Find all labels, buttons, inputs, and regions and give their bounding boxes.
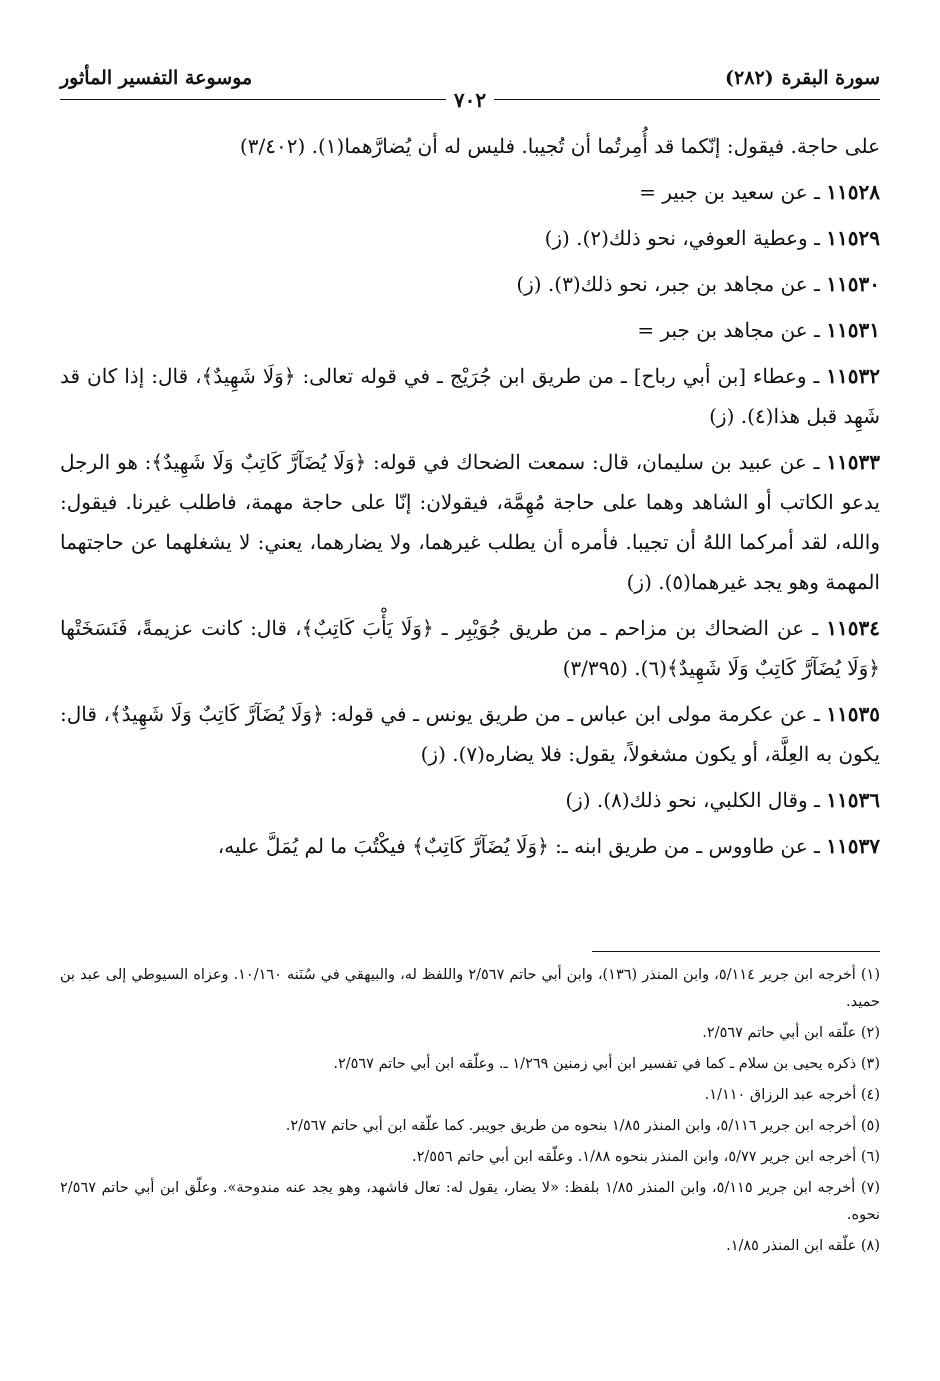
main-text <box>60 126 880 872</box>
paragraph-text: ـ عن سعيد بن جبير = <box>639 180 820 204</box>
paragraph <box>60 126 880 166</box>
hadith-number: ١١٥٢٩ <box>826 226 880 250</box>
paragraph <box>60 264 880 304</box>
paragraph-text: ـ عن عبيد بن سليمان، قال: سمعت الضحاك في قوله: ﴿وَلَا يُضَآرَّ كَاتِبٌ وَلَا شَهِيدٌ﴾: هو الرجل يدعو الكاتب أو الشاهد وهما على حاجة مُهِمَّة، فيقولان: إنّا على حاجة مهمة، فاطلب غيرنا. فيقول: والله، لقد أمركما اللهُ أن تجيبا. فأمره أن يطلب غيرهما، ولا يضارهما، يعني: لا يشغلهما عن حاجتهما المهمة وهو يجد غيرهما(٥). (ز) <box>60 450 880 594</box>
paragraph <box>60 172 880 212</box>
paragraph <box>60 442 880 602</box>
paragraph-text: ـ وعطية العوفي، نحو ذلك(٢). (ز) <box>544 226 820 250</box>
paragraph <box>60 356 880 436</box>
page-number: ٧٠٢ <box>446 88 494 112</box>
paragraph-text: على حاجة. فيقول: إنّكما قد أُمِرتُما أن تُجيبا. فليس له أن يُضارَّهما(١). (٣/٤٠٢) <box>239 134 880 158</box>
paragraph-text: ـ وقال الكلبي، نحو ذلك(٨). (ز) <box>565 788 820 812</box>
surah-name: سورة البقرة <box>781 67 880 89</box>
footnote: (٣) ذكره يحيى بن سلام ـ كما في تفسير ابن أبي زمنين ١/٢٦٩ ـ. وعلّقه ابن أبي حاتم ٢/٥٦٧. <box>333 1056 880 1072</box>
paragraph-text: ـ عن مجاهد بن جبر، نحو ذلك(٣). (ز) <box>516 272 820 296</box>
paragraph <box>60 780 880 820</box>
footnotes <box>60 962 880 1264</box>
hadith-number: ١١٥٣٧ <box>826 834 880 858</box>
footnote: (١) أخرجه ابن جرير ٥/١١٤، وابن المنذر (١٣٦)، وابن أبي حاتم ٢/٥٦٧ واللفظ له، والبيهقي في سُنَنه ١٠/١٦٠. وعزاه السيوطي إلى عبد بن حميد. <box>60 967 880 1010</box>
footnote-divider <box>592 951 880 952</box>
paragraph <box>60 826 880 866</box>
paragraph-text: ـ عن الضحاك بن مزاحم ـ من طريق جُوَيْبِر ـ ﴿وَلَا يَأْبَ كَاتِبٌ﴾، قال: كانت عزيمةً، فَنَسَخَتْها ﴿وَلَا يُضَآرَّ كَاتِبٌ وَلَا شَهِيدٌ﴾(٦). (٣/٣٩٥) <box>60 616 880 680</box>
hadith-number: ١١٥٣٠ <box>826 272 880 296</box>
paragraph <box>60 218 880 258</box>
hadith-number: ١١٥٣٤ <box>826 616 880 640</box>
paragraph-text: ـ عن طاووس ـ من طريق ابنه ـ: ﴿وَلَا يُضَآرَّ كَاتِبٌ﴾ فيكْتُبَ ما لم يُمَلَّ عليه، <box>217 834 820 858</box>
footnote: (٧) أخرجه ابن جرير ٥/١١٥، وابن المنذر ١/٨٥ بلفظ: «لا يضار، يقول له: تعال فاشهد، وهو يجد عنه مندوحة». وعلّق ابن أبي حاتم ٢/٥٦٧ نحوه. <box>60 1180 880 1223</box>
footnote: (٨) علّقه ابن المنذر ١/٨٥. <box>726 1238 880 1254</box>
footnote: (٥) أخرجه ابن جرير ٥/١١٦، وابن المنذر ١/٨٥ بنحوه من طريق جويبر. كما علّقه ابن أبي حاتم ٢/٥٦٧. <box>285 1118 880 1134</box>
book-title: موسوعة التفسير المأثور <box>60 67 253 89</box>
hadith-number: ١١٥٣٦ <box>826 788 880 812</box>
paragraph-text: ـ وعطاء [بن أبي رباح] ـ من طريق ابن جُرَيْج ـ في قوله تعالى: ﴿وَلَا شَهِيدٌ﴾، قال: إذا كان قد شَهِد قبل هذا(٤). (ز) <box>60 364 880 428</box>
hadith-number: ١١٥٣٣ <box>826 450 880 474</box>
surah-header <box>725 67 880 89</box>
footnote: (٦) أخرجه ابن جرير ٥/٧٧، وابن المنذر بنحوه ١/٨٨. وعلّقه ابن أبي حاتم ٢/٥٥٦. <box>411 1149 880 1165</box>
hadith-number: ١١٥٢٨ <box>826 180 880 204</box>
page-number-block <box>0 88 940 112</box>
footnote: (٤) أخرجه عبد الرزاق ١/١١٠. <box>704 1087 880 1103</box>
paragraph-text: ـ عن مجاهد بن جبر = <box>637 318 820 342</box>
verse-number: (٢٨٢) <box>725 67 774 89</box>
hadith-number: ١١٥٣٥ <box>826 702 881 726</box>
footnote: (٢) علّقه ابن أبي حاتم ٢/٥٦٧. <box>702 1025 880 1041</box>
hadith-number: ١١٥٣١ <box>826 318 880 342</box>
paragraph <box>60 310 880 350</box>
hadith-number: ١١٥٣٢ <box>826 364 880 388</box>
paragraph <box>60 694 880 774</box>
paragraph <box>60 608 880 688</box>
paragraph-text: ـ عن عكرمة مولى ابن عباس ـ من طريق يونس ـ في قوله: ﴿وَلَا يُضَآرَّ كَاتِبٌ وَلَا شَهِيدٌ﴾، قال: يكون به العِلَّة، أو يكون مشغولاً، يقول: فلا يضاره(٧). (ز) <box>60 702 880 766</box>
